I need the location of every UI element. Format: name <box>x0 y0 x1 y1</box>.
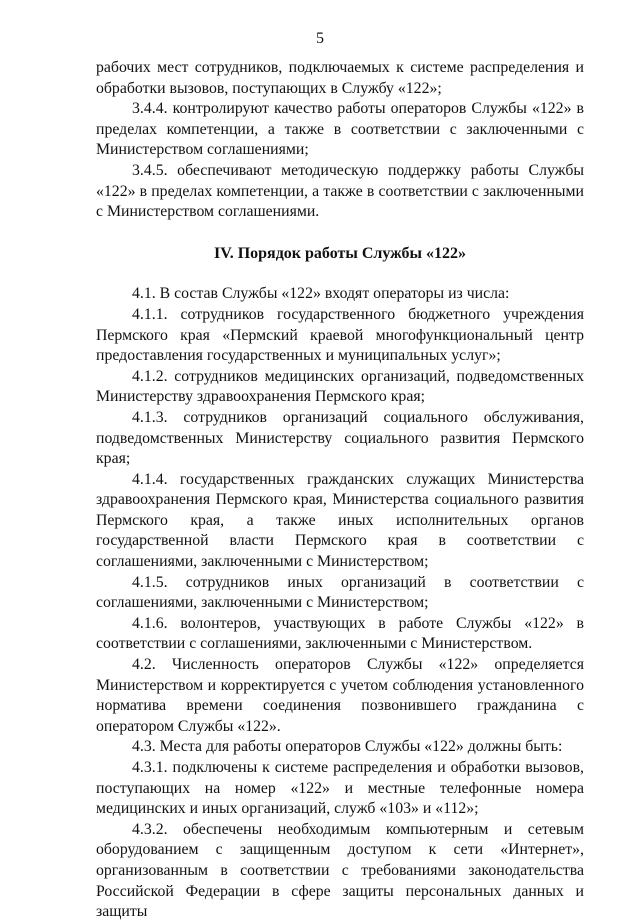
section-heading: IV. Порядок работы Службы «122» <box>213 244 467 262</box>
document-body <box>96 58 584 923</box>
paragraph-4-1-5: 4.1.5. сотрудников иных организаций в соответствии с соглашениями, заключенными с Министерством; <box>96 573 584 612</box>
paragraph-3-4-4: 3.4.4. контролируют качество работы операторов Службы «122» в пределах компетенции, а также в соответствии с заключенными с Министерством соглашениями; <box>96 100 584 159</box>
paragraph-4-1: 4.1. В состав Службы «122» входят операторы из числа: <box>132 285 510 303</box>
paragraph-3-4-5: 3.4.5. обеспечивают методическую поддержку работы Службы «122» в пределах компетенции, а также в соответствии с заключенными с Министерством соглашениями. <box>96 161 584 221</box>
paragraph-4-3: 4.3. Места для работы операторов Службы «122» должны быть: <box>132 738 563 756</box>
paragraph-4-1-3: 4.1.3. сотрудников организаций социального обслуживания, подведомственных Министерству социального развития Пермского края; <box>96 408 584 468</box>
paragraph-4-1-6: 4.1.6. волонтеров, участвующих в работе Службы «122» в соответствии с соглашениями, заключенными с Министерством. <box>96 614 584 653</box>
paragraph-4-1-4: 4.1.4. государственных гражданских служащих Министерства здравоохранения Пермского края, Министерства социального развития Пермского края, а также иных исполнительных органов государственной власти Пермского края в соответствии с соглашениями, заключенными с Министерством; <box>96 470 584 571</box>
paragraph-4-1-2: 4.1.2. сотрудников медицинских организаций, подведомственных Министерству здравоохранения Пермского края; <box>96 367 584 406</box>
page-number: 5 <box>316 30 324 47</box>
paragraph-4-1-1: 4.1.1. сотрудников государственного бюджетного учреждения Пермского края «Пермский краевой многофункциональный центр предоставления государственных и муниципальных услуг»; <box>96 305 584 365</box>
paragraph-4-3-1: 4.3.1. подключены к системе распределения и обработки вызовов, поступающих на номер «122» и местные телефонные номера медицинских и иных организаций, служб «103» и «112»; <box>96 759 584 818</box>
paragraph-4-2: 4.2. Численность операторов Службы «122» определяется Министерством и корректируется с учетом соблюдения установленного норматива времени соединения позвонившего гражданина с оператором Службы «122». <box>96 656 584 735</box>
paragraph-4-3-2: 4.3.2. обеспечены необходимым компьютерным и сетевым оборудованием с защищенным доступом к сети «Интернет», организованным в соответствии с требованиями законодательства Российской Федерации в сфере защиты персональных данных и защиты <box>96 820 584 921</box>
paragraph-continuation: рабочих мест сотрудников, подключаемых к системе распределения и обработки вызовов, поступающих в Службу «122»; <box>96 59 584 97</box>
